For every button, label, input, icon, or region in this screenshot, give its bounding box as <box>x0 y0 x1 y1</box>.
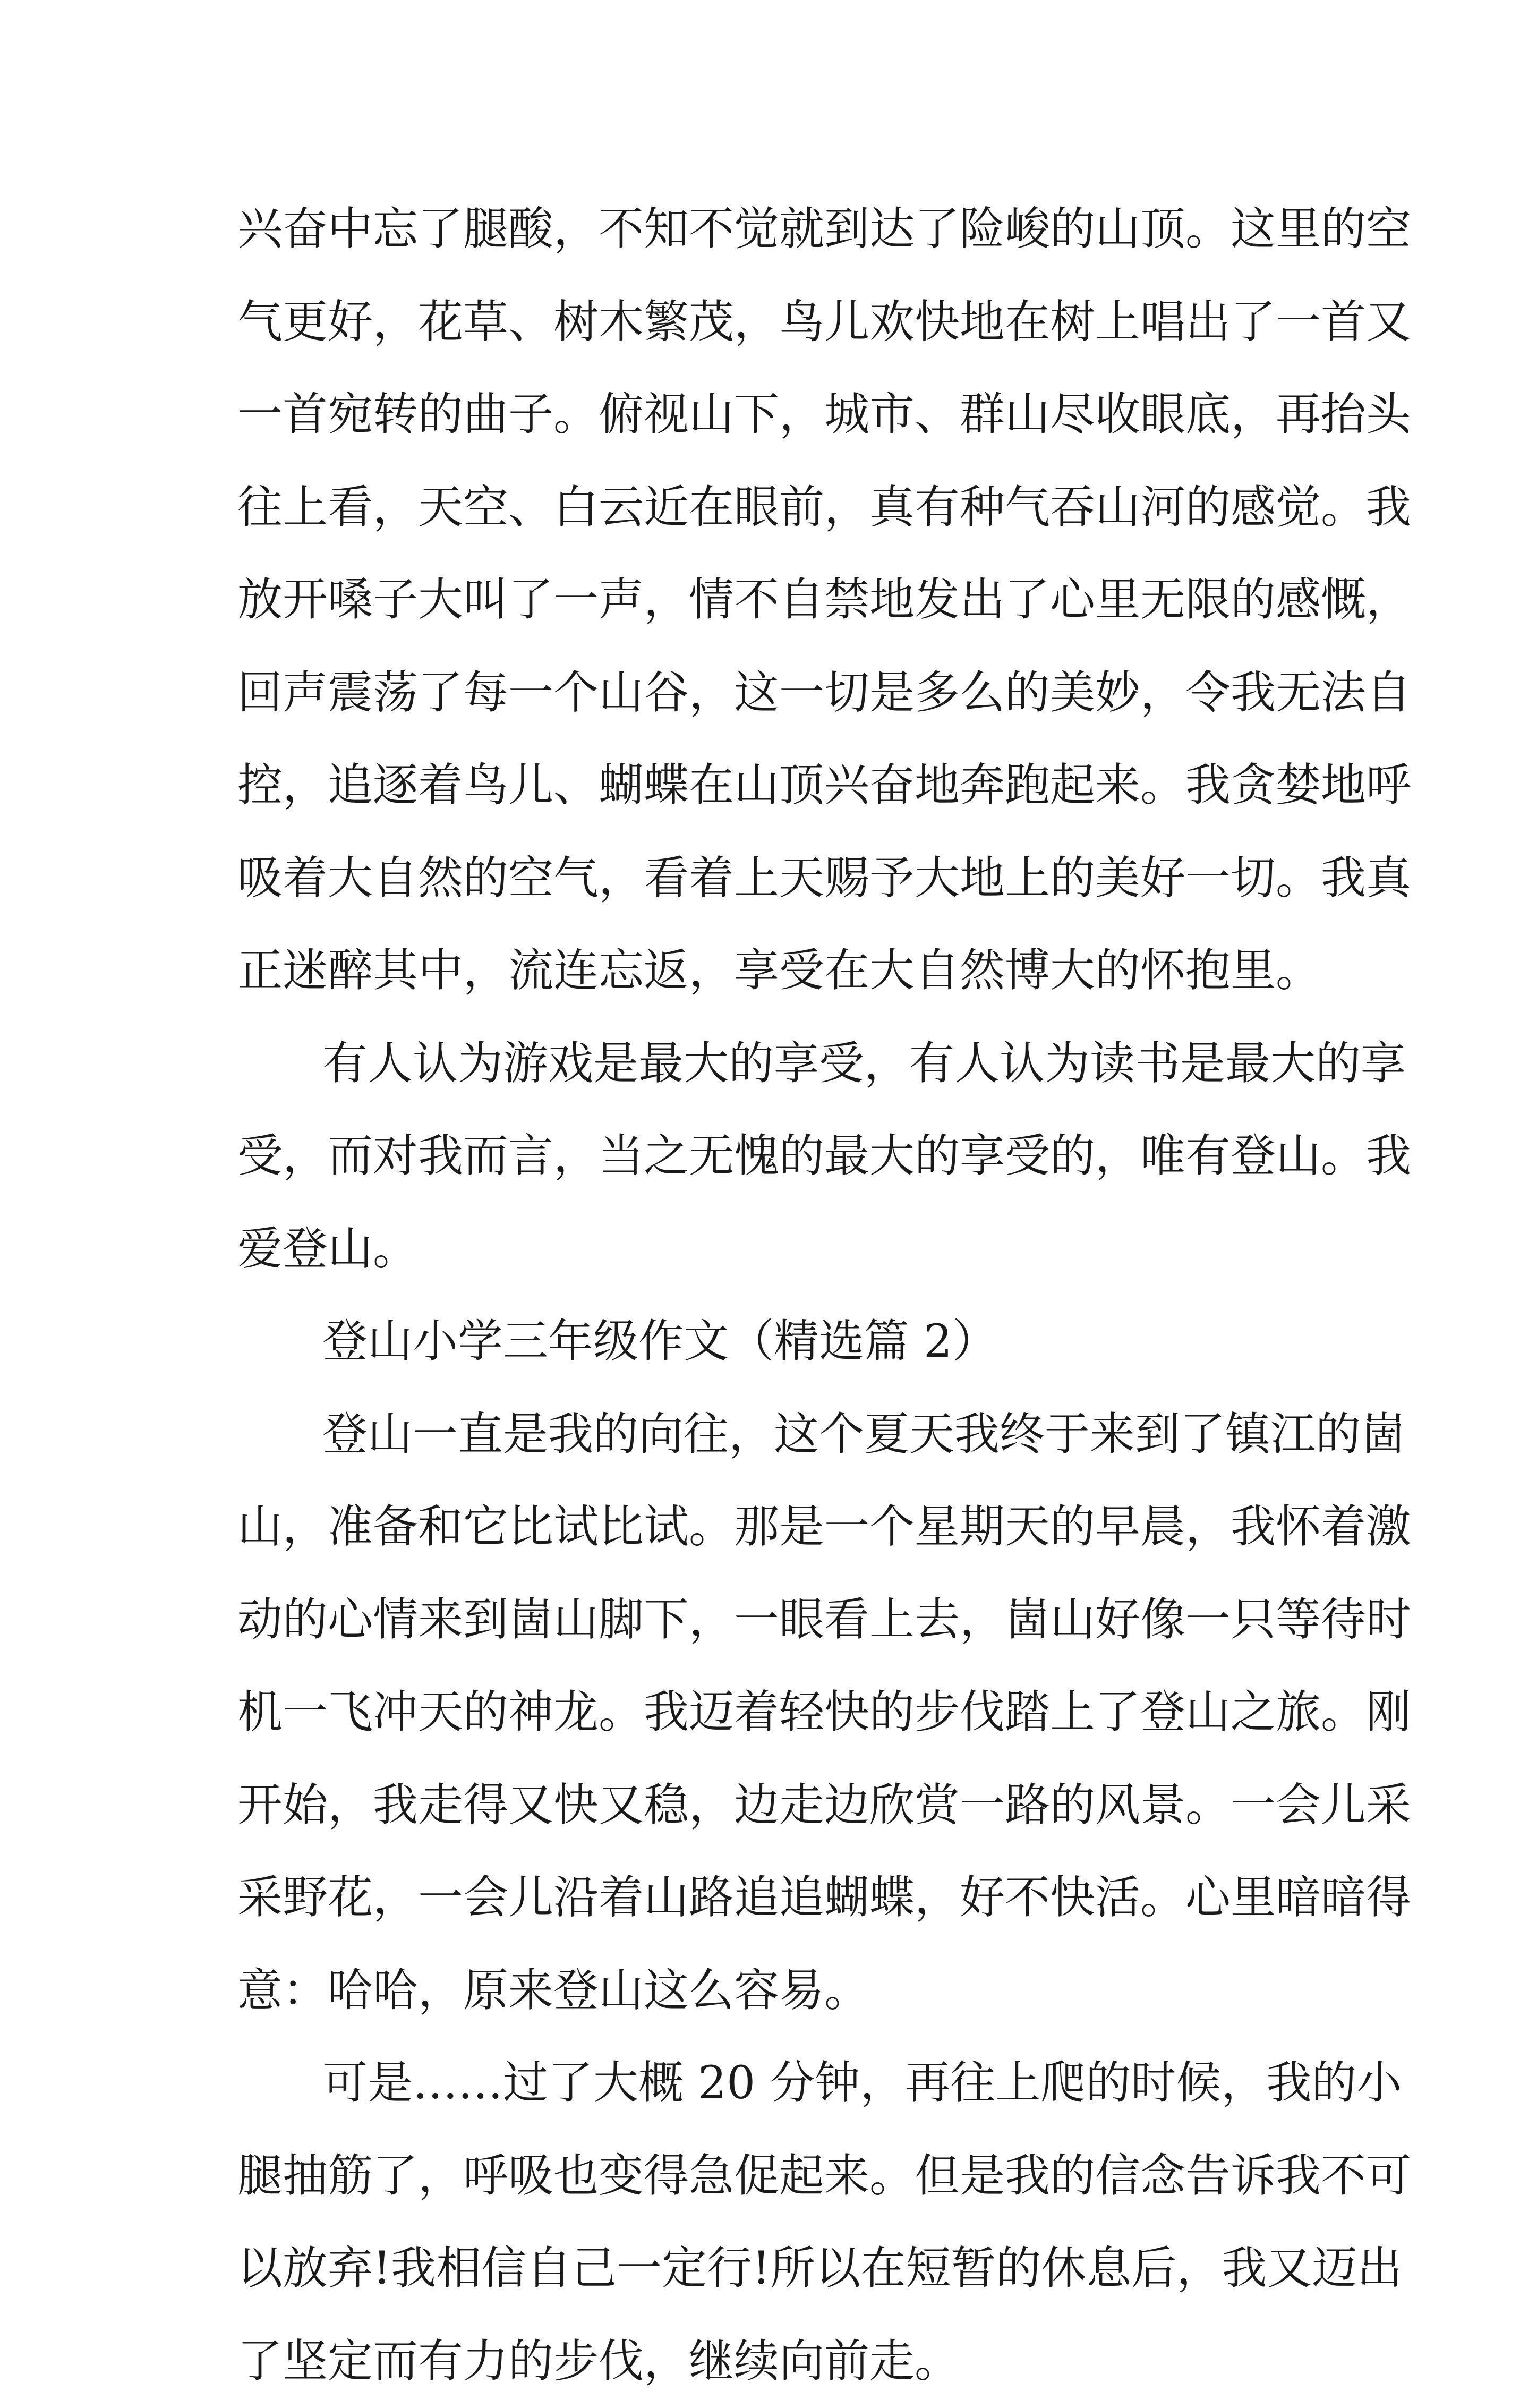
text-line: 机一飞冲天的神龙。我迈着轻快的步伐踏上了登山之旅。刚 <box>237 1666 1300 1759</box>
text-line: 山，准备和它比试比试。那是一个星期天的早晨，我怀着激 <box>237 1481 1300 1574</box>
text-line: 一首宛转的曲子。俯视山下，城市、群山尽收眼底，再抬头 <box>237 369 1300 462</box>
paragraph-start-line: 有人认为游戏是最大的享受，有人认为读书是最大的享 <box>237 1018 1300 1111</box>
text-line: 气更好，花草、树木繁茂，鸟儿欢快地在树上唱出了一首又 <box>237 276 1300 369</box>
text-line: 意：哈哈，原来登山这么容易。 <box>237 1945 1300 2038</box>
text-line: 采野花，一会儿沿着山路追追蝴蝶，好不快活。心里暗暗得 <box>237 1852 1300 1945</box>
text-line: 了坚定而有力的步伐，继续向前走。 <box>237 2316 1300 2408</box>
text-line: 放开嗓子大叫了一声，情不自禁地发出了心里无限的感慨， <box>237 554 1300 647</box>
text-line: 腿抽筋了，呼吸也变得急促起来。但是我的信念告诉我不可 <box>237 2130 1300 2223</box>
section-heading: 登山小学三年级作文（精选篇 2） <box>237 1296 1300 1389</box>
text-line: 回声震荡了每一个山谷，这一切是多么的美妙，令我无法自 <box>237 647 1300 740</box>
text-line: 爱登山。 <box>237 1203 1300 1296</box>
paragraph-start-line: 登山一直是我的向往，这个夏天我终于来到了镇江的崮 <box>237 1389 1300 1482</box>
text-line: 受，而对我而言，当之无愧的最大的享受的，唯有登山。我 <box>237 1110 1300 1203</box>
text-line: 控，追逐着鸟儿、蝴蝶在山顶兴奋地奔跑起来。我贪婪地呼 <box>237 739 1300 832</box>
paragraph-start-line: 可是……过了大概 20 分钟，再往上爬的时候，我的小 <box>237 2037 1300 2130</box>
text-line: 往上看，天空、白云近在眼前，真有种气吞山河的感觉。我 <box>237 462 1300 555</box>
text-line: 以放弃!我相信自己一定行!所以在短暂的休息后，我又迈出 <box>237 2223 1300 2316</box>
text-line: 吸着大自然的空气，看着上天赐予大地上的美好一切。我真 <box>237 832 1300 925</box>
essay-text <box>237 183 1300 2408</box>
text-line: 开始，我走得又快又稳，边走边欣赏一路的风景。一会儿采 <box>237 1759 1300 1852</box>
text-line: 正迷醉其中，流连忘返，享受在大自然博大的怀抱里。 <box>237 925 1300 1018</box>
text-line: 动的心情来到崮山脚下，一眼看上去，崮山好像一只等待时 <box>237 1574 1300 1667</box>
text-line: 兴奋中忘了腿酸，不知不觉就到达了险峻的山顶。这里的空 <box>237 183 1300 276</box>
